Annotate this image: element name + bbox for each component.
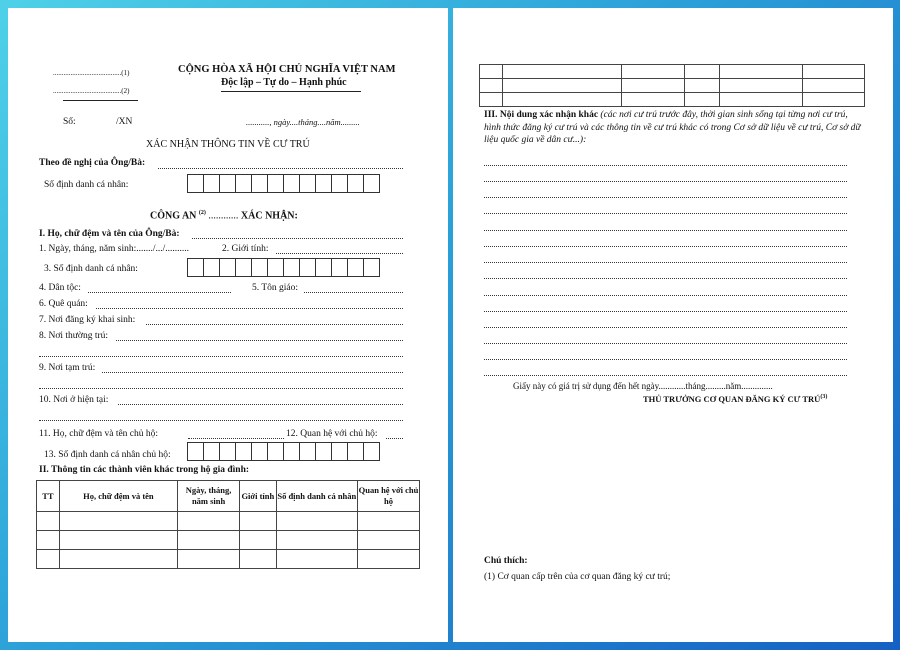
section3-desc: (các nơi cư trú trước đây, thời gian sinh sống tại từng nơi cư trú, hình thức đăng ký cư trú và các thông tin về cư trú khác có trong Cơ sở dữ liệu về cư trú, Cơ sở dữ liệu quốc gia về dân cư...): — [484, 110, 861, 145]
permanent-field[interactable] — [116, 340, 403, 341]
content-line[interactable] — [484, 246, 847, 247]
requester-field[interactable] — [158, 168, 403, 169]
th-tt: TT — [37, 481, 60, 512]
notes-title: Chú thích: — [484, 556, 528, 566]
continued-members-table — [479, 64, 865, 107]
ref-line-2: .......................................(2) — [53, 87, 130, 95]
field-11-household-head: 11. Họ, chữ đệm và tên chủ hộ: — [39, 429, 159, 439]
id-label: Số định danh cá nhân: — [44, 180, 129, 190]
th-gender: Giới tính — [240, 481, 277, 512]
current-field[interactable] — [118, 404, 403, 405]
religion-field[interactable] — [304, 292, 403, 293]
ethnicity-field[interactable] — [88, 292, 231, 293]
head-of-agency-label: THỦ TRƯỞNG CƠ QUAN ĐĂNG KÝ CƯ TRÚ — [643, 394, 821, 404]
content-line[interactable] — [484, 213, 847, 214]
id-boxes-2[interactable] — [188, 258, 380, 277]
content-line[interactable] — [484, 278, 847, 279]
ref-line-1: .......................................(1) — [53, 69, 130, 77]
content-line[interactable] — [484, 262, 847, 263]
content-line[interactable] — [484, 327, 847, 328]
hometown-field[interactable] — [96, 308, 403, 309]
police-dots: ............ — [208, 210, 239, 222]
household-members-table — [36, 480, 420, 569]
gender-field[interactable] — [276, 253, 403, 254]
field-12-relation: 12. Quan hệ với chủ hộ: — [286, 429, 378, 439]
head-sup: (3) — [820, 394, 828, 401]
field-6-hometown: 6. Quê quán: — [39, 299, 88, 309]
head-id-boxes[interactable] — [188, 442, 380, 461]
date-line: ..........., ngày....tháng....năm......... — [246, 117, 360, 127]
form-page-2 — [453, 8, 893, 642]
temporary-field[interactable] — [102, 372, 403, 373]
content-line[interactable] — [484, 343, 847, 344]
table-row — [480, 65, 865, 79]
content-line[interactable] — [484, 230, 847, 231]
field-9-temporary: 9. Nơi tạm trú: — [39, 363, 96, 373]
republic-title: CỘNG HÒA XÃ HỘI CHỦ NGHĨA VIỆT NAM — [178, 64, 396, 75]
temporary-field-line2[interactable] — [39, 388, 403, 389]
th-dob: Ngày, tháng, năm sinh — [178, 481, 240, 512]
section2-title: II. Thông tin các thành viên khác trong hộ gia đình: — [39, 465, 250, 475]
fullname-field[interactable] — [192, 238, 403, 239]
field-2-gender: 2. Giới tính: — [222, 244, 269, 254]
content-line[interactable] — [484, 375, 847, 376]
field-1-dob: 1. Ngày, tháng, năm sinh:......./.../.......... — [39, 244, 190, 254]
household-head-field[interactable] — [188, 438, 284, 439]
confirm-label: XÁC NHẬN: — [240, 210, 298, 222]
relation-field[interactable] — [386, 438, 403, 439]
content-line[interactable] — [484, 181, 847, 182]
field-13-head-id: 13. Số định danh cá nhân chủ hộ: — [44, 450, 171, 460]
motto-underline — [221, 91, 361, 92]
content-line[interactable] — [484, 295, 847, 296]
table-row — [480, 79, 865, 93]
motto: Độc lập – Tự do – Hạnh phúc — [221, 77, 347, 88]
content-line[interactable] — [484, 311, 847, 312]
id-boxes[interactable] — [188, 174, 380, 193]
table-header-row — [37, 481, 420, 512]
field-3-id: 3. Số định danh cá nhân: — [44, 264, 138, 274]
th-name: Họ, chữ đệm và tên — [59, 481, 177, 512]
birthplace-field[interactable] — [146, 324, 403, 325]
content-line[interactable] — [484, 165, 847, 166]
table-row — [37, 512, 420, 531]
field-5-religion: 5. Tôn giáo: — [252, 283, 299, 293]
field-8-permanent: 8. Nơi thường trú: — [39, 331, 109, 341]
table-row — [37, 550, 420, 569]
police-sup: (2) — [198, 210, 206, 216]
content-line[interactable] — [484, 359, 847, 360]
ref-underline — [63, 100, 138, 101]
field-7-birthplace: 7. Nơi đăng ký khai sinh: — [39, 315, 136, 325]
so-label: Số: — [63, 117, 76, 127]
section3-title: III. Nội dung xác nhận khác — [484, 110, 599, 120]
table-row — [480, 93, 865, 107]
head-of-agency — [643, 394, 827, 404]
section3 — [484, 109, 864, 147]
so-suffix: /XN — [116, 117, 133, 127]
content-line[interactable] — [484, 197, 847, 198]
field-10-current: 10. Nơi ở hiện tại: — [39, 395, 109, 405]
police-header — [150, 210, 298, 221]
validity-line: Giấy này có giá trị sử dụng đến hết ngày............tháng.........năm.............. — [513, 381, 773, 391]
th-id: Số định danh cá nhân — [276, 481, 357, 512]
field-4-ethnicity: 4. Dân tộc: — [39, 283, 81, 293]
permanent-field-line2[interactable] — [39, 356, 403, 357]
requester-label: Theo đề nghị của Ông/Bà: — [39, 158, 146, 168]
note-1: (1) Cơ quan cấp trên của cơ quan đăng ký cư trú; — [484, 572, 671, 582]
form-page-1 — [8, 8, 448, 642]
th-relation: Quan hệ với chủ hộ — [358, 481, 420, 512]
current-field-line2[interactable] — [39, 420, 403, 421]
table-row — [37, 531, 420, 550]
form-title: XÁC NHẬN THÔNG TIN VỀ CƯ TRÚ — [146, 139, 310, 150]
section1-title: I. Họ, chữ đệm và tên của Ông/Bà: — [39, 229, 180, 239]
police-label: CÔNG AN — [150, 210, 197, 222]
